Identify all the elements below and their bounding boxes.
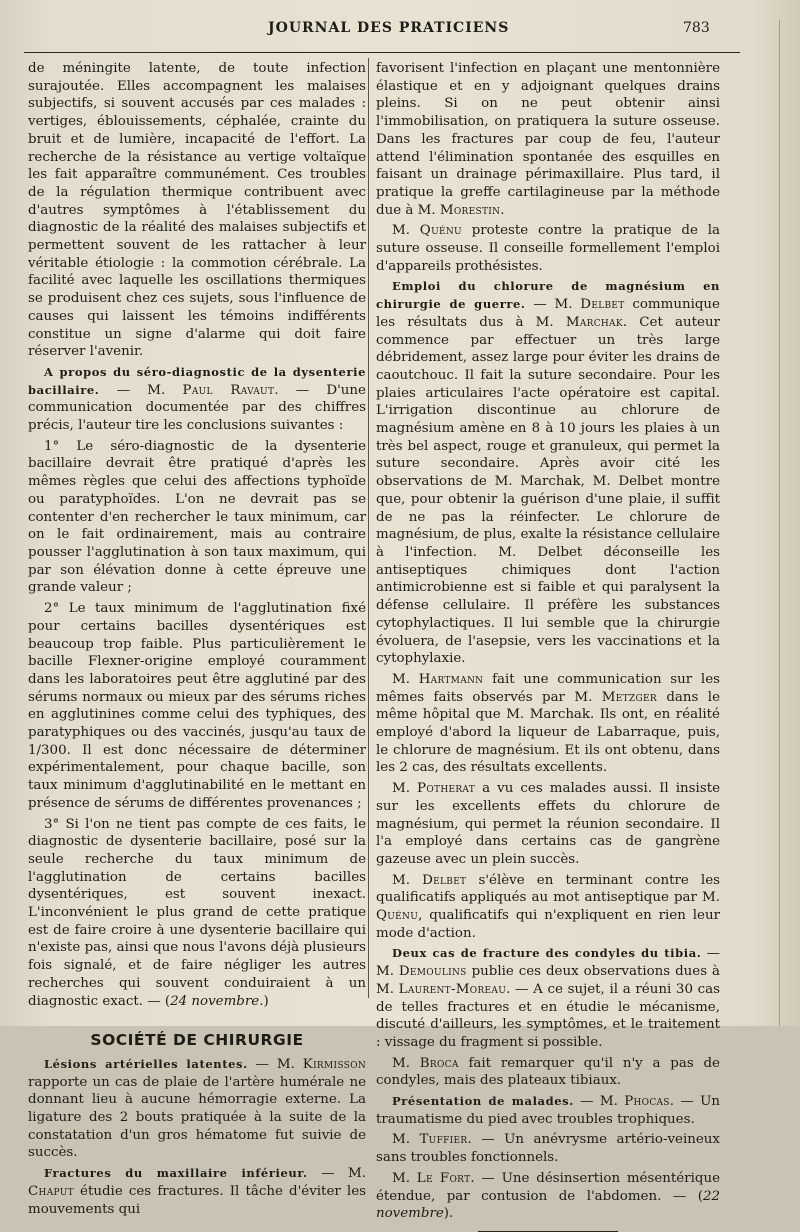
author-name: Chaput <box>28 1183 74 1199</box>
paragraph: M. Delbet s'élève en terminant contre les qualificatifs appliqués au mot antiseptique par M. Quénu, qualificatifs qui n'expliquent en rien leur mode d'action. <box>376 872 720 941</box>
author-name: Broca <box>419 1055 459 1071</box>
binding-edge <box>779 20 780 1026</box>
author-name: Marchak <box>565 314 623 330</box>
author-name: Delbet <box>422 872 467 888</box>
author-name: Paul Ravaut <box>182 382 275 398</box>
author-name: Tuffier <box>419 1132 468 1148</box>
paragraph: de méningite latente, de toute infection surajoutée. Elles accompagnent les malaises subjectifs, si souvent accusés par ces malades : vertiges, éblouissements, céphalée, crainte du bruit et de lumière, incapacité de l'effort. La recherche de la résistance au vertige voltaïque les fait apparaître communément. Ces troubles de la régulation thermique contribuent avec d'autres symptômes à l'établissement du diagnostic de la réalité des malaises subjectifs et permettent souvent de les rattacher à leur véritable étiologie : la commotion cérébrale. La facilité avec laquelle les oscillations thermiques se produisent chez ces sujets, sous l'influence de causes qui laissent les témoins indifférents constitue un signe d'alarme qui doit faire réserver l'avenir. <box>28 61 366 360</box>
section-title: SOCIÉTÉ DE CHIRURGIE <box>90 1031 304 1050</box>
rubric-heading: Présentation de malades. <box>392 1094 574 1109</box>
rubric-heading: Fractures du maxillaire inférieur. <box>44 1166 308 1181</box>
rubric-heading: Emploi du chlorure de magnésium en chirurgie de guerre. <box>376 279 720 312</box>
paragraph: 1° Le séro-diagnostic de la dysenterie bacillaire devrait être pratiqué d'après les mêmes règles que celui des affections typhoïde ou paratyphoïdes. L'on ne devrait pas se contenter d'en rechercher le taux minimum, car on le fait ordinairement, mais au contraire pousser l'agglutination à son taux maximum, qui par son élévation donne à cette épreuve une grande valeur ; <box>28 438 366 596</box>
paragraph: M. Quénu proteste contre la pratique de la suture osseuse. Il conseille formellement l'emploi d'appareils prothésistes. <box>376 223 720 274</box>
paragraph: M. Tuffier. — Un anévrysme artério-veineux sans troubles fonctionnels. <box>376 1132 720 1166</box>
rubric-heading: A propos du séro-diagnostic de la dysenterie bacillaire. <box>28 364 366 397</box>
page-header <box>0 14 800 40</box>
paragraph: M. Le Fort. — Une désinsertion mésentérique étendue, par contusion de l'abdomen. — (22 novembre). <box>376 1170 721 1222</box>
paragraph: Deux cas de fracture des condyles du tibia. — M. Demoulins publie ces deux observations dues à M. Laurent-Moreau. — A ce sujet, il a réuni 30 cas de telles fractures et en étudie le mécanisme, discuté d'ailleurs, les symptômes, et le traitement : vissage du fragment si possible. <box>376 946 720 1050</box>
author-name: Hartmann <box>418 671 484 687</box>
paragraph: M. Potherat a vu ces malades aussi. Il insiste sur les excellents effets du chlorure de magnésium, qui permet la réunion secondaire. Il l'a employé dans certains cas de gangrène gazeuse avec un plein succès. <box>376 781 721 867</box>
right-column <box>376 60 720 1232</box>
header-rule <box>24 52 740 53</box>
running-title: JOURNAL DES PRATICIENS <box>268 20 510 36</box>
paragraph: 3° Si l'on ne tient pas compte de ces faits, le diagnostic de dysenterie bacillaire, posé sur la seule recherche du taux minimum de l'agglutination de certains bacilles dysentériques, est souvent inexact. L'inconvénient le plus grand de cette pratique est de faire croire à une dysenterie bacillaire qui n'existe pas, ainsi que nous l'avons déjà plusieurs fois signalé, et de faire négliger les autres recherches qui souvent conduiraient à un diagnostic exact. — (24 novembre.) <box>28 816 366 1009</box>
author-name: Quénu <box>376 908 419 924</box>
author-name: Demoulins <box>398 964 467 980</box>
author-name: Morestin <box>439 202 501 218</box>
date: 22 novembre <box>376 1188 720 1222</box>
paragraph: 2° Le taux minimum de l'agglutination fixé pour certains bacilles dysentériques est beaucoup trop faible. Plus particulièrement le bacille Flexner-origine employé couramment dans les laboratoires peut être agglutiné par des sérums normaux ou mieux par des sérums riches en agglutinines comme celui des typhiques, des paratyphiques ou des vaccinés, jusqu'au taux de 1/300. Il est donc nécessaire de déterminer expérimentalement, pour chaque bacille, son taux minimum d'agglutinabilité en le mettant en présence de sérums de différentes provenances ; <box>28 601 366 811</box>
paragraph: favorisent l'infection en plaçant une mentonnière élastique et en y adjoignant quelques drains pleins. Si on ne peut obtenir ainsi l'immobilisation, on pratiquera la suture osseuse. Dans les fractures par coup de feu, l'auteur attend l'élimination spontanée des esquilles en faisant un drainage périmaxillaire. Plus tard, il pratique la greffe cartilagineuse par la méthode due à M. Morestin. <box>376 61 720 218</box>
author-name: Quénu <box>419 223 462 239</box>
paragraph: Lésions artérielles latentes. — M. Kirmisson rapporte un cas de plaie de l'artère humérale ne donnant lieu à aucune hémorragie externe. La ligature des 2 bouts pratiquée à la suite de la constatation d'un gros hématome fut suivie de succès. <box>28 1056 366 1161</box>
paragraph: A propos du séro-diagnostic de la dysenterie bacillaire. — M. Paul Ravaut. — D'une communication documentée par des chiffres précis, l'auteur tire les conclusions suivantes : <box>28 364 366 434</box>
author-name: Metzger <box>601 689 657 705</box>
paragraph: Présentation de malades. — M. Phocas. — Un traumatisme du pied avec troubles trophiques. <box>376 1094 720 1127</box>
author-name: Potherat <box>417 781 476 797</box>
paragraph: M. Hartmann fait une communication sur les mêmes faits observés par M. Metzger dans le même hôpital que M. Marchak. Ils ont, en réalité employé d'abord la liqueur de Labarraque, puis, le chlorure de magnésium. Et ils ont obtenu, dans les 2 cas, des résultats excellents. <box>376 671 720 776</box>
rubric-heading: Deux cas de fracture des condyles du tibia. <box>392 946 702 961</box>
date: 24 novembre <box>170 993 260 1009</box>
left-column <box>28 60 366 1221</box>
author-name: Delbet <box>580 297 625 313</box>
author-name: Laurent-Moreau <box>398 981 507 997</box>
column-divider <box>368 58 369 998</box>
author-name: Kirmisson <box>302 1056 366 1072</box>
author-name: Le Fort <box>416 1170 471 1186</box>
page-number: 783 <box>683 20 710 36</box>
paragraph: Fractures du maxillaire inférieur. — M. Chaput étudie ces fractures. Il tâche d'éviter les mouvements qui <box>28 1166 366 1217</box>
paragraph: M. Broca fait remarquer qu'il n'y a pas de condyles, mais des plateaux tibiaux. <box>376 1055 720 1089</box>
author-name: Phocas <box>624 1094 670 1110</box>
paragraph: Emploi du chlorure de magnésium en chirurgie de guerre. — M. Delbet communique les résultats dus à M. Marchak. Cet auteur commence par effectuer un très large débridement, assez large pour éviter les drains de caoutchouc. Il fait la suture secondaire. Pour les plaies articulaires l'acte opératoire est capital. L'irrigation discontinue au chlorure de magnésium amène en 8 à 10 jours les plaies à un très bel aspect, rouge et granuleux, qui permet la suture secondaire. Après avoir cité les observations de M. Marchak, M. Delbet montre que, pour obtenir la guérison d'une plaie, il suffit de ne pas la réinfecter. Le chlorure de magnésium, de plus, exalte la résistance cellulaire à l'infection. M. Delbet déconseille les antiseptiques chimiques dont l'action antimicrobienne est si faible et qui paralysent la défense cellulaire. Il préfère les substances cytophylactiques. Il lui semble que la chirurgie évoluera, de l'asepsie, vers les vaccinations et la cytophylaxie. <box>376 279 720 667</box>
rubric-heading: Lésions artérielles latentes. <box>44 1056 248 1071</box>
